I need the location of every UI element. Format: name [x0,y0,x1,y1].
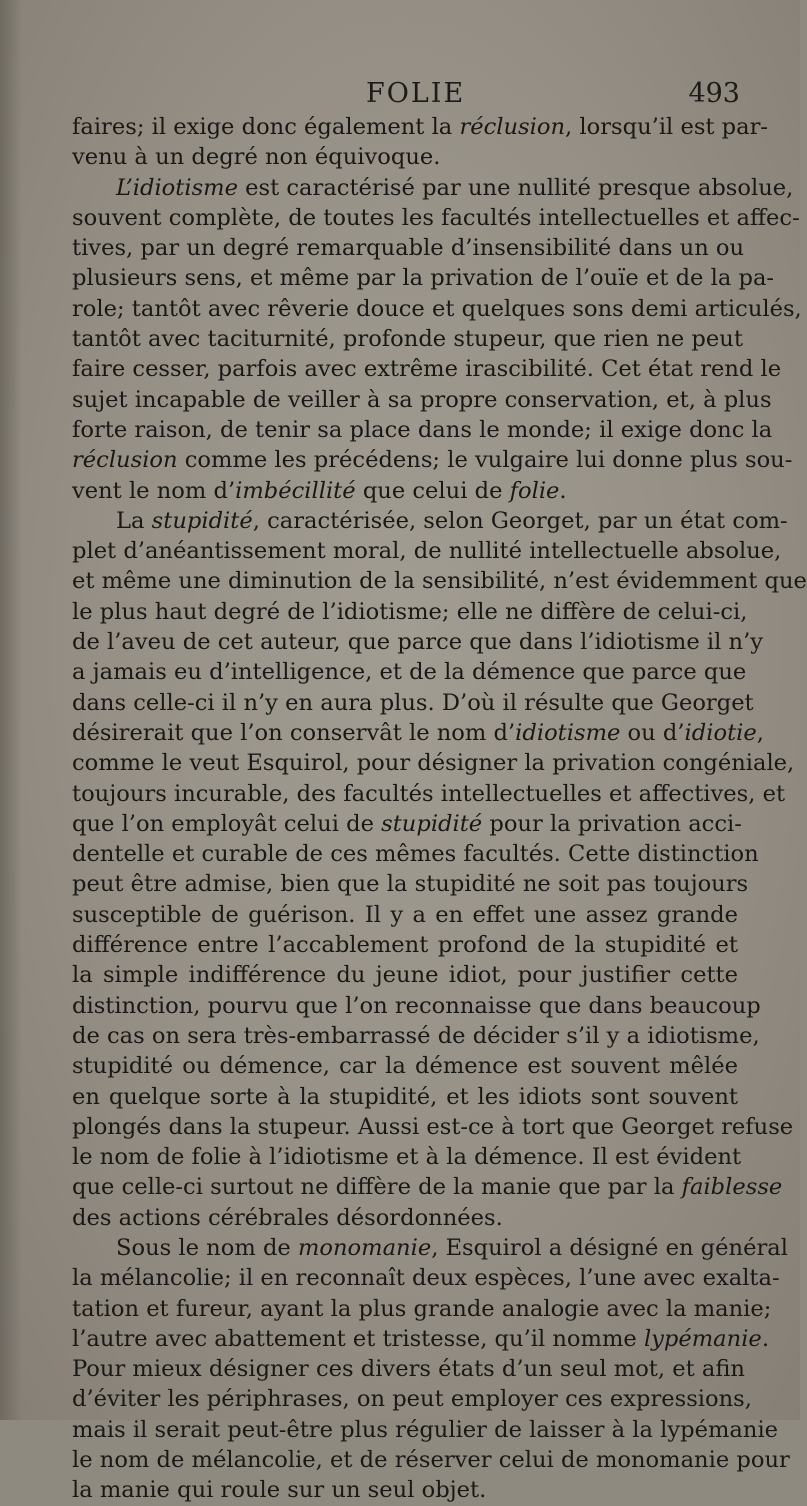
text-run: role; tantôt avec rêverie douce et quelques sons demi articulés, [72,295,802,322]
text-line [72,1294,772,1324]
text-line [72,536,782,566]
text-line [72,1233,788,1263]
text-run: . [761,1325,769,1352]
text-run: plet d’anéantissement moral, de nullité intellectuelle absolue, [72,538,782,565]
text-run: distinction, pourvu que l’on reconnaisse que dans beaucoup [72,992,761,1019]
text-run: comme les précédens; le vulgaire lui donne plus sou- [177,447,793,474]
text-run: comme le veut Esquirol, pour désigner la privation congéniale, [72,750,795,777]
text-run: faires; il exige donc également la [72,114,460,140]
italic-term: folie [509,477,560,504]
text-run: , Esquirol a désigné en général [431,1234,788,1261]
italic-term: imbécillité [235,477,356,504]
text-run: souvent complète, de toutes les facultés intellectuelles et affec- [72,204,800,231]
text-line [72,869,749,899]
text-line [72,1415,779,1445]
text-line [72,779,786,809]
text-run: la simple indifférence du jeune idiot, pour justifier cette [72,962,738,989]
italic-term: idiotisme [515,719,621,746]
text-line [72,627,764,657]
text-run: . [559,477,567,504]
text-line [72,1021,760,1051]
text-run: le nom de folie à l’idiotisme et à la démence. Il est évident [72,1144,742,1171]
text-line [72,1445,790,1475]
text-line [72,1384,752,1414]
text-line [72,385,772,415]
text-run: , [756,719,764,746]
italic-term: faiblesse [681,1174,783,1201]
text-line [72,597,748,627]
page-header [60,78,740,114]
text-run: le nom de mélancolie, et de réserver celui de monomanie pour [72,1447,790,1474]
text-run: venu à un degré non équivoque. [72,144,441,171]
text-run: est caractérisé par une nullité presque absolue, [237,174,794,201]
text-line [72,1324,769,1354]
italic-term: réclusion [72,447,178,474]
text-line [72,900,738,930]
italic-term: réclusion [459,114,566,140]
text-run: en quelque sorte à la stupidité, et les idiots sont souvent [72,1083,738,1110]
text-run: la mélancolie; il en reconnaît deux espèces, l’une avec exalta- [72,1265,780,1292]
text-run: mais il serait peut-être plus régulier de laisser à la lypémanie [72,1416,779,1443]
body-text [72,112,807,1506]
text-line [72,1263,780,1293]
text-line [72,809,742,839]
text-run: et même une diminution de la sensibilité, n’est évidemment que [72,568,807,595]
italic-term: L’idiotisme [116,174,238,201]
text-run: des actions cérébrales désordonnées. [72,1204,503,1231]
text-run: différence entre l’accablement profond de la stupidité et [72,932,738,959]
text-run: pour la privation acci- [482,810,742,837]
text-run: de l’aveu de cet auteur, que parce que dans l’idiotisme il n’y [72,629,764,656]
text-line [72,839,759,869]
text-line [72,718,764,748]
spine-shadow [0,0,22,1420]
text-line [72,1475,738,1505]
text-run: d’éviter les périphrases, on peut employer ces expressions, [72,1386,752,1413]
text-line [72,688,754,718]
italic-term: lypémanie [643,1325,762,1352]
text-run: forte raison, de tenir sa place dans le monde; il exige donc la [72,416,773,443]
text-line [72,1051,738,1081]
text-run: , lorsqu’il est par- [565,114,769,140]
text-run: de cas on sera très-embarrassé de décider s’il y a idiotisme, [72,1022,760,1049]
text-run: faire cesser, parfois avec extrême irascibilité. Cet état rend le [72,356,782,383]
text-run: que l’on employât celui de [72,810,382,837]
text-run: La [116,507,152,534]
text-run: dans celle-ci il n’y en aura plus. D’où il résulte que Georget [72,689,754,716]
text-line [72,930,738,960]
text-line [72,476,738,506]
text-line [72,1142,742,1172]
text-line [72,354,782,384]
text-line [72,1203,738,1233]
text-run: peut être admise, bien que la stupidité ne soit pas toujours [72,871,749,898]
text-run: ou d’ [620,719,685,746]
text-line [72,142,738,172]
text-run: le plus haut degré de l’idiotisme; elle ne diffère de celui-ci, [72,598,748,625]
text-line [72,566,807,596]
text-run: , caractérisée, selon Georget, par un état com- [252,507,788,534]
text-run: désirerait que l’on conservât le nom d’ [72,719,516,746]
text-run: susceptible de guérison. Il y a en effet une assez grande [72,901,738,928]
text-line [72,203,800,233]
text-line [72,506,788,536]
text-line [72,1112,794,1142]
text-run: dentelle et curable de ces mêmes facultés. Cette distinction [72,841,759,868]
text-line [72,233,745,263]
text-line [72,415,773,445]
text-line [72,1172,783,1202]
italic-term: idiotie [684,719,757,746]
text-line [72,1354,745,1384]
text-line [72,445,793,475]
text-run: stupidité ou démence, car la démence est souvent mêlée [72,1053,738,1080]
text-run: vent le nom d’ [72,477,236,504]
text-run: tives, par un degré remarquable d’insensibilité dans un ou [72,235,745,262]
text-line [72,294,802,324]
text-line [72,263,775,293]
text-run: Pour mieux désigner ces divers états d’un seul mot, et afin [72,1356,745,1383]
text-line [72,657,747,687]
italic-term: stupidité [151,507,253,534]
text-run: l’autre avec abattement et tristesse, qu’il nomme [72,1325,644,1352]
text-run: tation et fureur, ayant la plus grande analogie avec la manie; [72,1295,772,1322]
italic-term: stupidité [381,810,483,837]
text-line [72,173,794,203]
text-line [72,991,761,1021]
text-line [72,1082,738,1112]
italic-term: monomanie [297,1234,432,1261]
text-run: Sous le nom de [116,1234,298,1261]
page-number: 493 [688,78,740,109]
text-run: la manie qui roule sur un seul objet. [72,1477,487,1504]
text-line [72,748,795,778]
text-run: que celui de [355,477,510,504]
text-run: tantôt avec taciturnité, profonde stupeur, que rien ne peut [72,326,743,353]
text-line [72,112,769,142]
text-line [72,324,743,354]
text-run: sujet incapable de veiller à sa propre conservation, et, à plus [72,386,772,413]
text-run: a jamais eu d’intelligence, et de la démence que parce que [72,659,747,686]
text-line [72,960,738,990]
running-head: FOLIE [366,78,466,109]
text-run: plusieurs sens, et même par la privation de l’ouïe et de la pa- [72,265,775,292]
text-run: que celle-ci surtout ne diffère de la manie que par la [72,1174,682,1201]
text-run: plongés dans la stupeur. Aussi est-ce à tort que Georget refuse [72,1113,794,1140]
text-run: toujours incurable, des facultés intellectuelles et affectives, et [72,780,786,807]
